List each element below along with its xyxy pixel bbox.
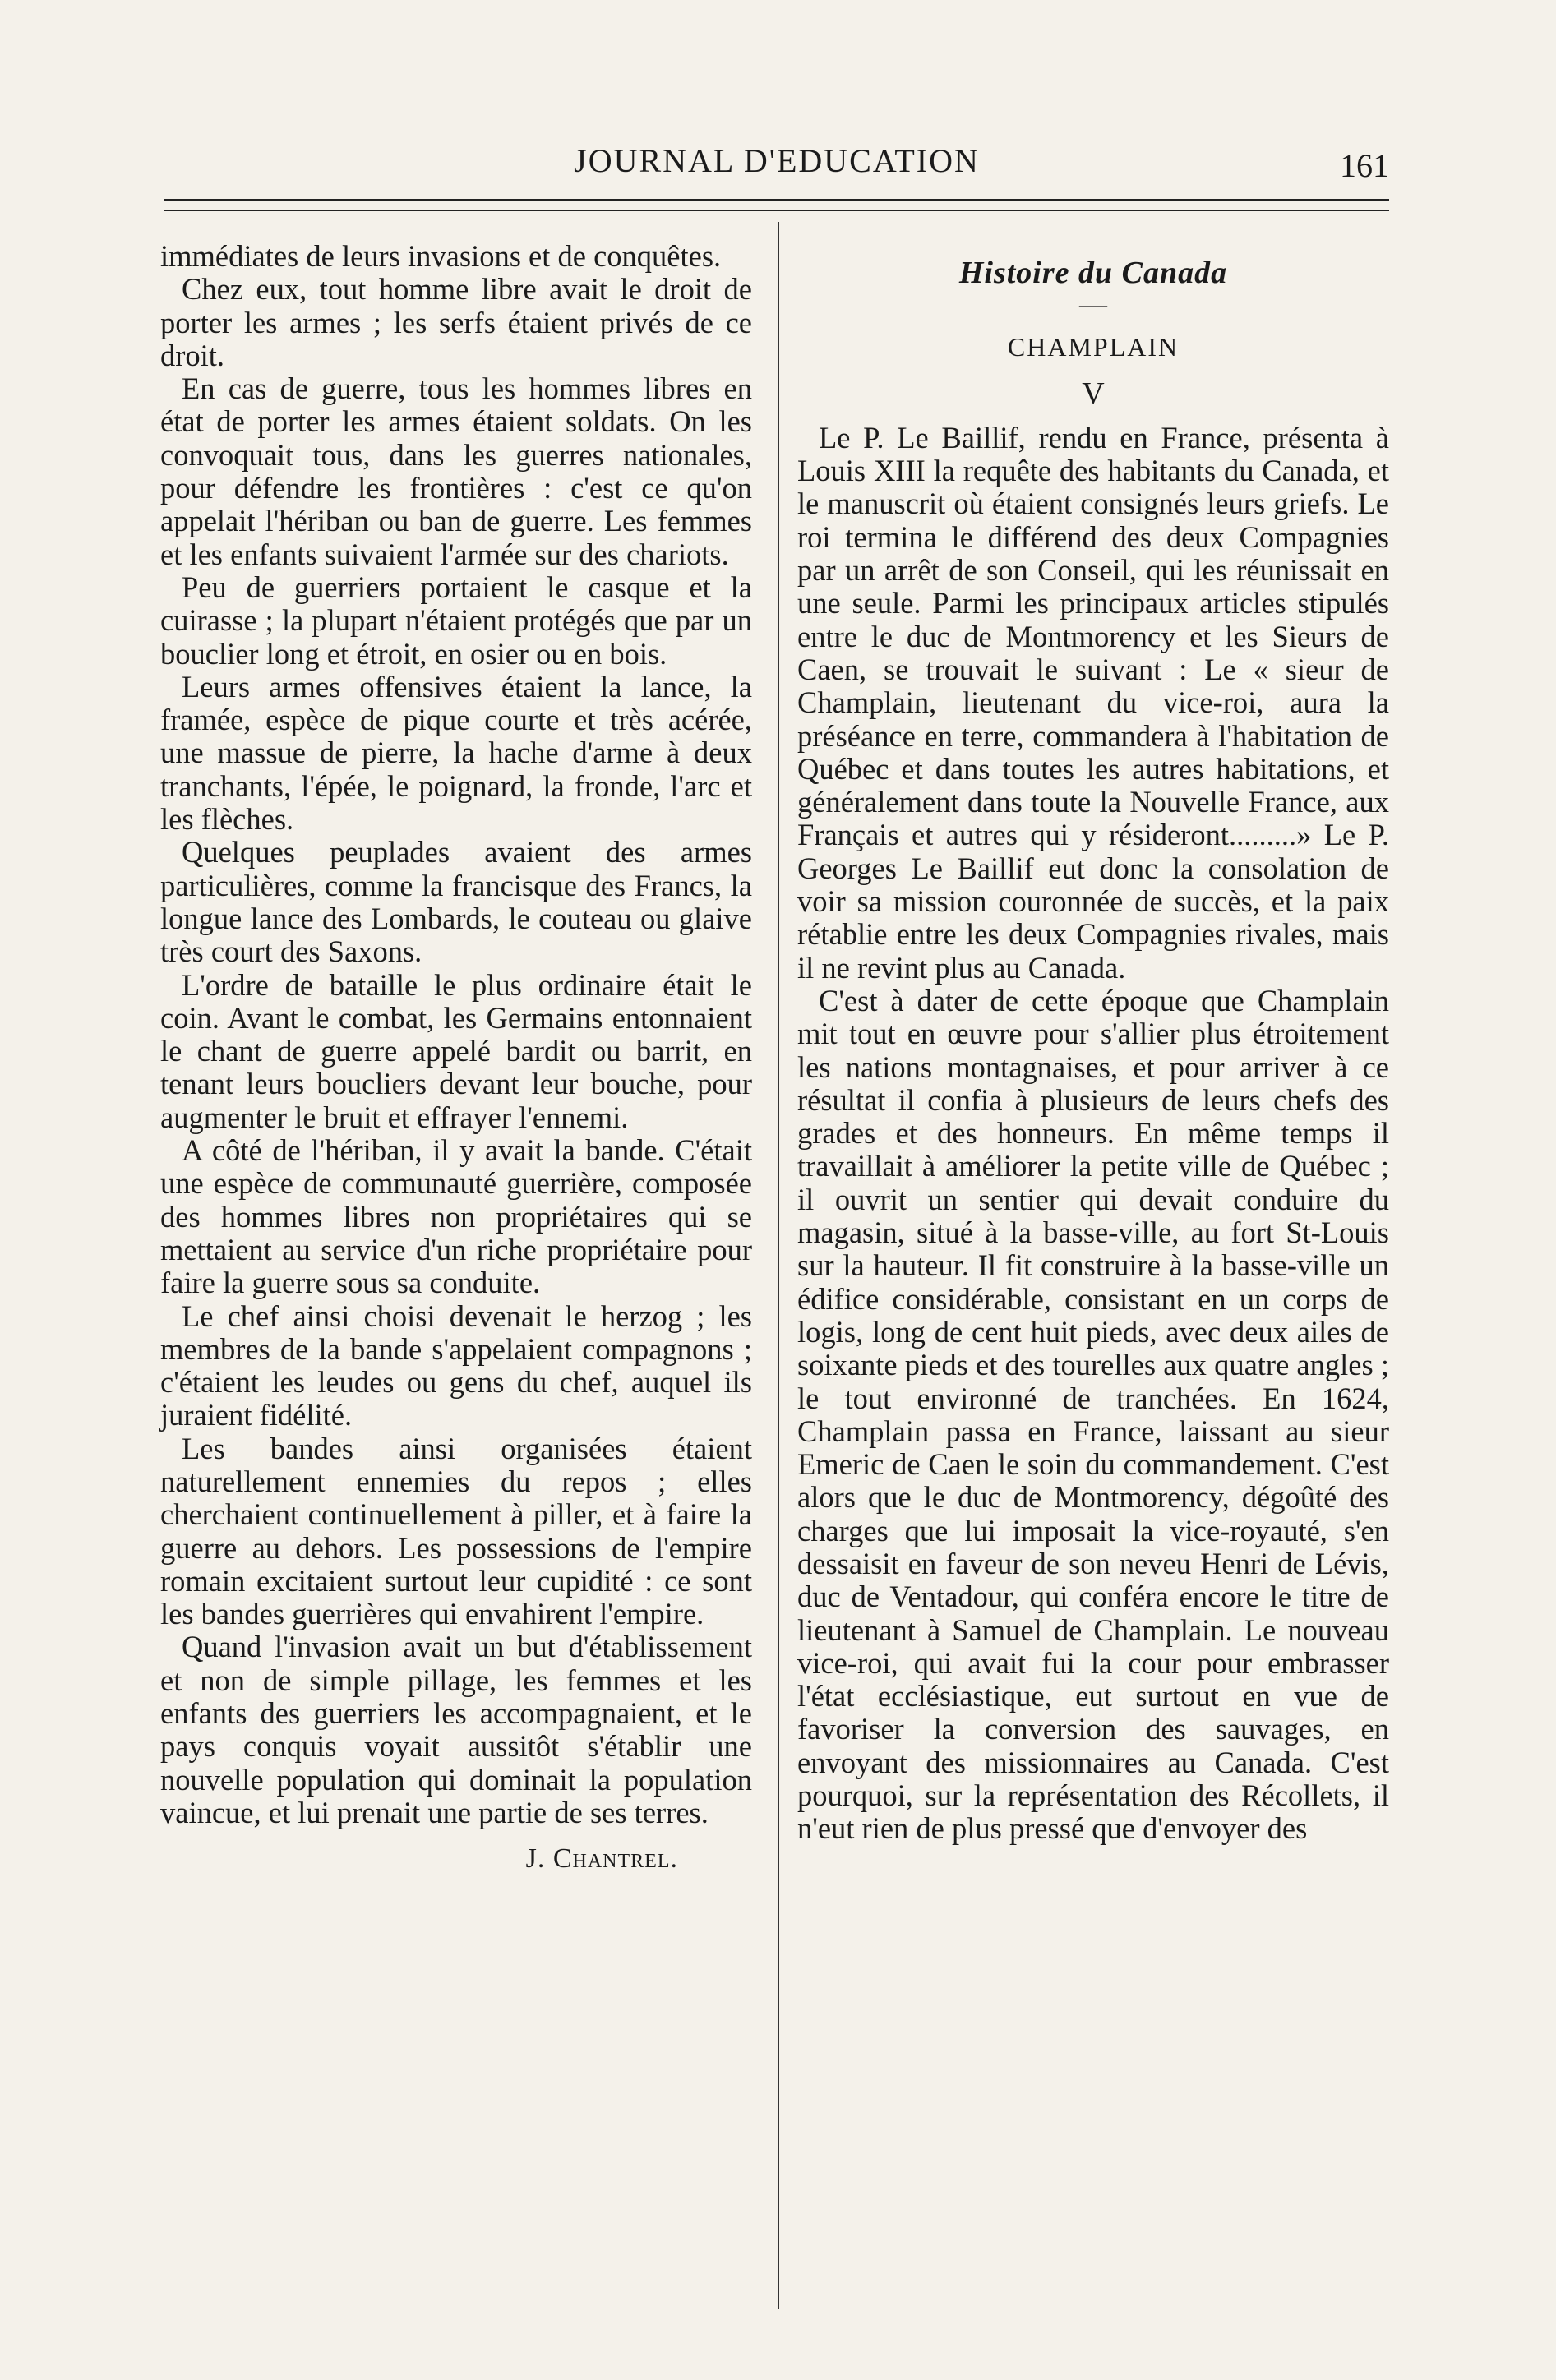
paragraph: C'est à dater de cette époque que Champlain mit tout en œuvre pour s'allier plus étroitement les nations montagnaises, et pour arriver à ce résultat il confia à plusieurs de leurs chefs des grades et des honneurs. En même temps il travaillait à améliorer la petite ville de Québec ; il ouvrit un sentier qui devait conduire du magasin, situé à la basse-ville, au fort St-Louis sur la hauteur. Il fit construire à la basse-ville un édifice considérable, consistant en un corps de logis, long de cent huit pieds, avec deux ailes de soixante pieds et des tourelles aux quatre angles ; le tout environné de tranchées. En 1624, Champlain passa en France, laissant au sieur Emeric de Caen le soin du commandement. C'est alors que le duc de Montmorency, dégoûté des charges que lui imposait la vice-royauté, s'en dessaisit en faveur de son neveu Henri de Lévis, duc de Ventadour, qui conféra encore le titre de lieutenant à Samuel de Champlain. Le nouveau vice-roi, qui avait fui la cour pour embrasser l'état ecclésiastique, eut surtout en vue de favoriser la conversion des sauvages, en envoyant des missionnaires au Canada. C'est pourquoi, sur la représentation des Récollets, il n'eut rien de plus pressé que d'envoyer des	[797, 983, 1389, 1846]
column-divider	[778, 222, 779, 2309]
paragraph: L'ordre de bataille le plus ordinaire était le coin. Avant le combat, les Germains entonnaient le chant de guerre appelé bardit ou barrit, en tenant leurs boucliers devant leur bouche, pour augmenter le bruit et effrayer l'ennemi.	[160, 967, 752, 1134]
paragraph: A côté de l'hériban, il y avait la bande. C'était une espèce de communauté guerrière, composée des hommes libres non propriétaires qui se mettaient au service d'un riche propriétaire pour faire la guerre sous sa conduite.	[160, 1133, 752, 1300]
page-header	[164, 138, 1389, 187]
paragraph: Peu de guerriers portaient le casque et la cuirasse ; la plupart n'étaient protégés que par un bouclier long et étroit, en osier ou en bois.	[160, 570, 752, 671]
section-subtitle: CHAMPLAIN	[1007, 332, 1180, 362]
running-title: JOURNAL D'EDUCATION	[574, 142, 980, 179]
paragraph: Le chef ainsi choisi devenait le herzog ; les membres de la bande s'appelaient compagnons ; c'étaient les leudes ou gens du chef, auquel ils juraient fidélité.	[160, 1298, 752, 1432]
paragraph: Le P. Le Baillif, rendu en France, présenta à Louis XIII la requête des habitants du Canada, et le manuscrit où étaient consignés leurs griefs. Le roi termina le différend des deux Compagnies par un arrêt de son Conseil, qui les réunissait en une seule. Parmi les principaux articles stipulés entre le duc de Montmorency et les Sieurs de Caen, se trouvait le suivant : Le « sieur de Champlain, lieutenant du vice-roi, aura la préséance en terre, commandera à l'habitation de Québec et dans toutes les autres habitations, et généralement dans toute la Nouvelle France, aux Français et autres qui y résideront.........» Le P. Georges Le Baillif eut donc la consolation de voir sa mission couronnée de succès, et la paix rétablie entre les deux Compagnies rivales, mais il ne revint plus au Canada.	[797, 420, 1389, 985]
paragraph: Quelques peuplades avaient des armes particulières, comme la francisque des Francs, la longue lance des Lombards, le couteau ou glaive très court des Saxons.	[160, 835, 752, 969]
chapter-number: V	[1082, 376, 1105, 411]
section-dash: —	[1079, 289, 1107, 321]
paragraph: Quand l'invasion avait un but d'établissement et non de simple pillage, les femmes et les enfants des guerriers les accompagnaient, et le pays conquis voyait aussitôt s'établir une nouvelle population qui dominait la population vaincue, et lui prenait une partie de ses terres.	[160, 1630, 752, 1829]
paragraph: Les bandes ainsi organisées étaient naturellement ennemies du repos ; elles cherchaient continuellement à piller, et à faire la guerre au dehors. Les possessions de l'empire romain excitaient surtout leur cupidité : ce sont les bandes guerrières qui envahirent l'empire.	[160, 1431, 752, 1631]
right-column	[797, 240, 1389, 1846]
paragraph: En cas de guerre, tous les hommes libres en état de porter les armes étaient soldats. On les convoquait tous, dans les guerres nationales, pour défendre les frontières : c'est ce qu'on appelait l'hériban ou ban de guerre. Les femmes et les enfants suivaient l'armée sur des chariots.	[160, 371, 752, 571]
section-title: Histoire du Canada	[958, 256, 1228, 290]
header-rule-thick	[164, 199, 1389, 201]
paragraph: Leurs armes offensives étaient la lance, la framée, espèce de pique courte et très acérée, une massue de pierre, la hache d'arme à deux tranchants, l'épée, le poignard, la fronde, l'arc et les flèches.	[160, 669, 752, 837]
paragraph: Chez eux, tout homme libre avait le droit de porter les armes ; les serfs étaient privés de ce droit.	[160, 272, 752, 372]
header-rule-thin	[164, 210, 1389, 211]
page-number: 161	[1340, 147, 1389, 184]
paragraph: immédiates de leurs invasions et de conquêtes.	[160, 239, 722, 273]
author-signature: J. Chantrel.	[525, 1843, 678, 1875]
left-column	[160, 240, 752, 1876]
